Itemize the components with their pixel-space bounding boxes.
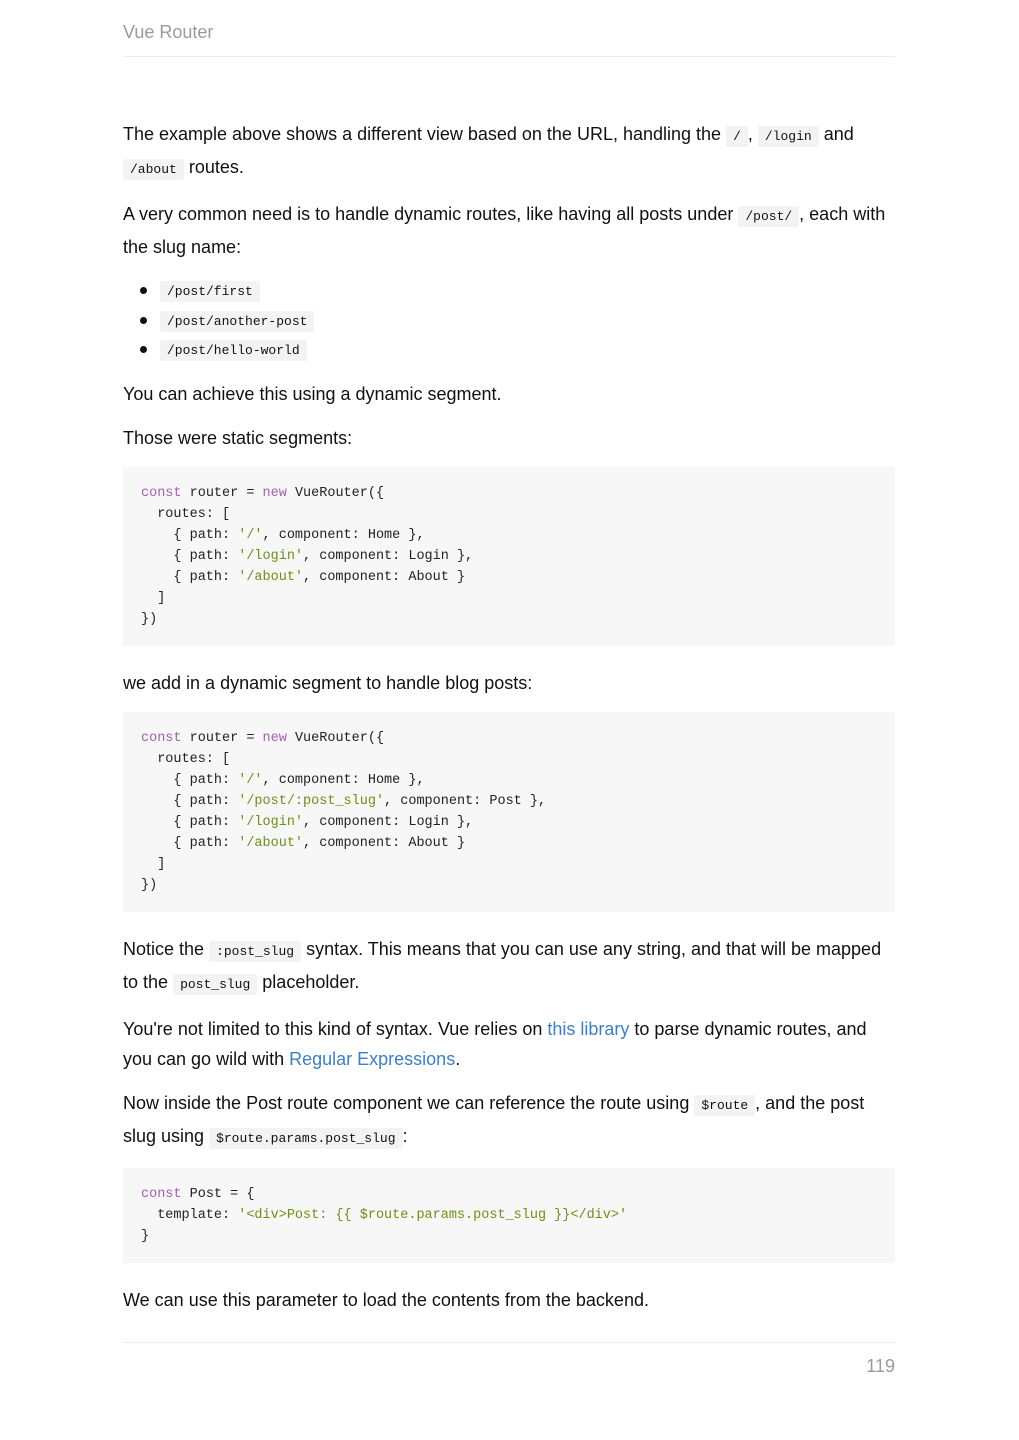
code-text: { path: bbox=[141, 548, 239, 564]
code-text: router = bbox=[181, 730, 263, 746]
code-text: { path: bbox=[141, 527, 239, 543]
text: placeholder. bbox=[262, 971, 360, 992]
header-title: Vue Router bbox=[123, 22, 214, 42]
code-text: VueRouter({ bbox=[286, 485, 385, 501]
paragraph-post-slug bbox=[123, 934, 895, 1000]
list-item bbox=[123, 335, 895, 365]
paragraph-dynamic-segment: You can achieve this using a dynamic segment. bbox=[123, 383, 502, 404]
inline-code: $route.params.post_slug bbox=[209, 1128, 402, 1149]
code-keyword: const bbox=[141, 485, 182, 501]
code-keyword: const bbox=[141, 730, 182, 746]
code-string: '/about' bbox=[238, 835, 304, 851]
code-text: , component: Login }, bbox=[303, 814, 474, 830]
code-text: routes: [ bbox=[141, 506, 231, 522]
text: , bbox=[747, 124, 753, 144]
inline-code: $route bbox=[694, 1095, 755, 1116]
inline-code: :post_slug bbox=[209, 941, 301, 962]
code-text: , component: About } bbox=[303, 569, 466, 585]
code-text: { path: bbox=[141, 569, 239, 585]
code-text: }) bbox=[141, 877, 158, 893]
code-block-static-routes bbox=[123, 467, 895, 646]
code-text: routes: [ bbox=[141, 751, 231, 767]
page-content bbox=[123, 119, 895, 1329]
code-block-post-component bbox=[123, 1168, 895, 1263]
code-text: } bbox=[141, 1228, 150, 1244]
inline-code: /post/first bbox=[160, 281, 260, 302]
text: A very common need is to handle dynamic routes, like having all posts under bbox=[123, 204, 734, 224]
code-string: '/' bbox=[238, 772, 263, 788]
running-footer bbox=[123, 1342, 895, 1377]
code-keyword: new bbox=[262, 485, 287, 501]
code-text: template: bbox=[141, 1207, 239, 1223]
text: The example above shows a different view based on the URL, handling the bbox=[123, 124, 722, 144]
code-text: { path: bbox=[141, 793, 239, 809]
list-item bbox=[123, 306, 895, 336]
code-text: { path: bbox=[141, 835, 239, 851]
code-text: , component: Post }, bbox=[384, 793, 547, 809]
page-number: 119 bbox=[866, 1356, 895, 1376]
code-text: router = bbox=[181, 485, 263, 501]
paragraph-syntax-library bbox=[123, 1014, 895, 1074]
inline-code: /login bbox=[758, 126, 819, 147]
code-text: ] bbox=[141, 856, 166, 872]
text: You're not limited to this kind of syntax. Vue relies on bbox=[123, 1018, 543, 1039]
code-string: '/login' bbox=[238, 548, 304, 564]
text: Now inside the Post route component we can reference the route using bbox=[123, 1092, 690, 1113]
paragraph-backend: We can use this parameter to load the contents from the backend. bbox=[123, 1289, 649, 1310]
code-keyword: new bbox=[262, 730, 287, 746]
code-string: '/' bbox=[238, 527, 263, 543]
list-item bbox=[123, 276, 895, 306]
text: syntax. This means that you can use any string, and that will be mapped to the bbox=[123, 938, 882, 992]
text: , and the post slug using bbox=[123, 1092, 865, 1146]
code-string: '/login' bbox=[238, 814, 304, 830]
paragraph-route-reference bbox=[123, 1088, 895, 1154]
text: Notice the bbox=[123, 938, 205, 959]
paragraph-dynamic-routes bbox=[123, 199, 895, 262]
text: . bbox=[455, 1048, 461, 1069]
code-text: , component: Home }, bbox=[262, 772, 425, 788]
slug-list bbox=[123, 276, 895, 365]
code-text: , component: Home }, bbox=[262, 527, 425, 543]
code-text: { path: bbox=[141, 772, 239, 788]
code-block-dynamic-routes bbox=[123, 712, 895, 912]
code-text: Post = { bbox=[181, 1186, 255, 1202]
inline-code: /post/ bbox=[738, 206, 799, 227]
inline-code: post_slug bbox=[173, 974, 257, 995]
this-library-link[interactable]: this library bbox=[547, 1018, 630, 1039]
code-text: ] bbox=[141, 590, 166, 606]
paragraph-blog-posts: we add in a dynamic segment to handle blog posts: bbox=[123, 672, 533, 693]
code-text: }) bbox=[141, 611, 158, 627]
code-string: '<div>Post: {{ $route.params.post_slug }}</div>' bbox=[238, 1207, 628, 1223]
text: : bbox=[402, 1125, 408, 1146]
inline-code: /about bbox=[123, 159, 184, 180]
regular-expressions-link[interactable]: Regular Expressions bbox=[289, 1048, 456, 1069]
inline-code: /post/hello-world bbox=[160, 340, 307, 361]
code-text: , component: Login }, bbox=[303, 548, 474, 564]
code-string: '/about' bbox=[238, 569, 304, 585]
code-keyword: const bbox=[141, 1186, 182, 1202]
code-text: , component: About } bbox=[303, 835, 466, 851]
code-text: { path: bbox=[141, 814, 239, 830]
inline-code: /post/another-post bbox=[160, 311, 314, 332]
code-string: '/post/:post_slug' bbox=[238, 793, 385, 809]
paragraph-intro bbox=[123, 119, 895, 185]
running-header bbox=[123, 22, 895, 57]
inline-code: / bbox=[726, 126, 748, 147]
text: to parse dynamic routes, and you can go wild with bbox=[123, 1018, 867, 1069]
paragraph-static-segments: Those were static segments: bbox=[123, 427, 353, 448]
code-text: VueRouter({ bbox=[286, 730, 385, 746]
text: , each with the slug name: bbox=[123, 204, 886, 257]
text: routes. bbox=[188, 157, 244, 177]
text: and bbox=[823, 124, 854, 144]
